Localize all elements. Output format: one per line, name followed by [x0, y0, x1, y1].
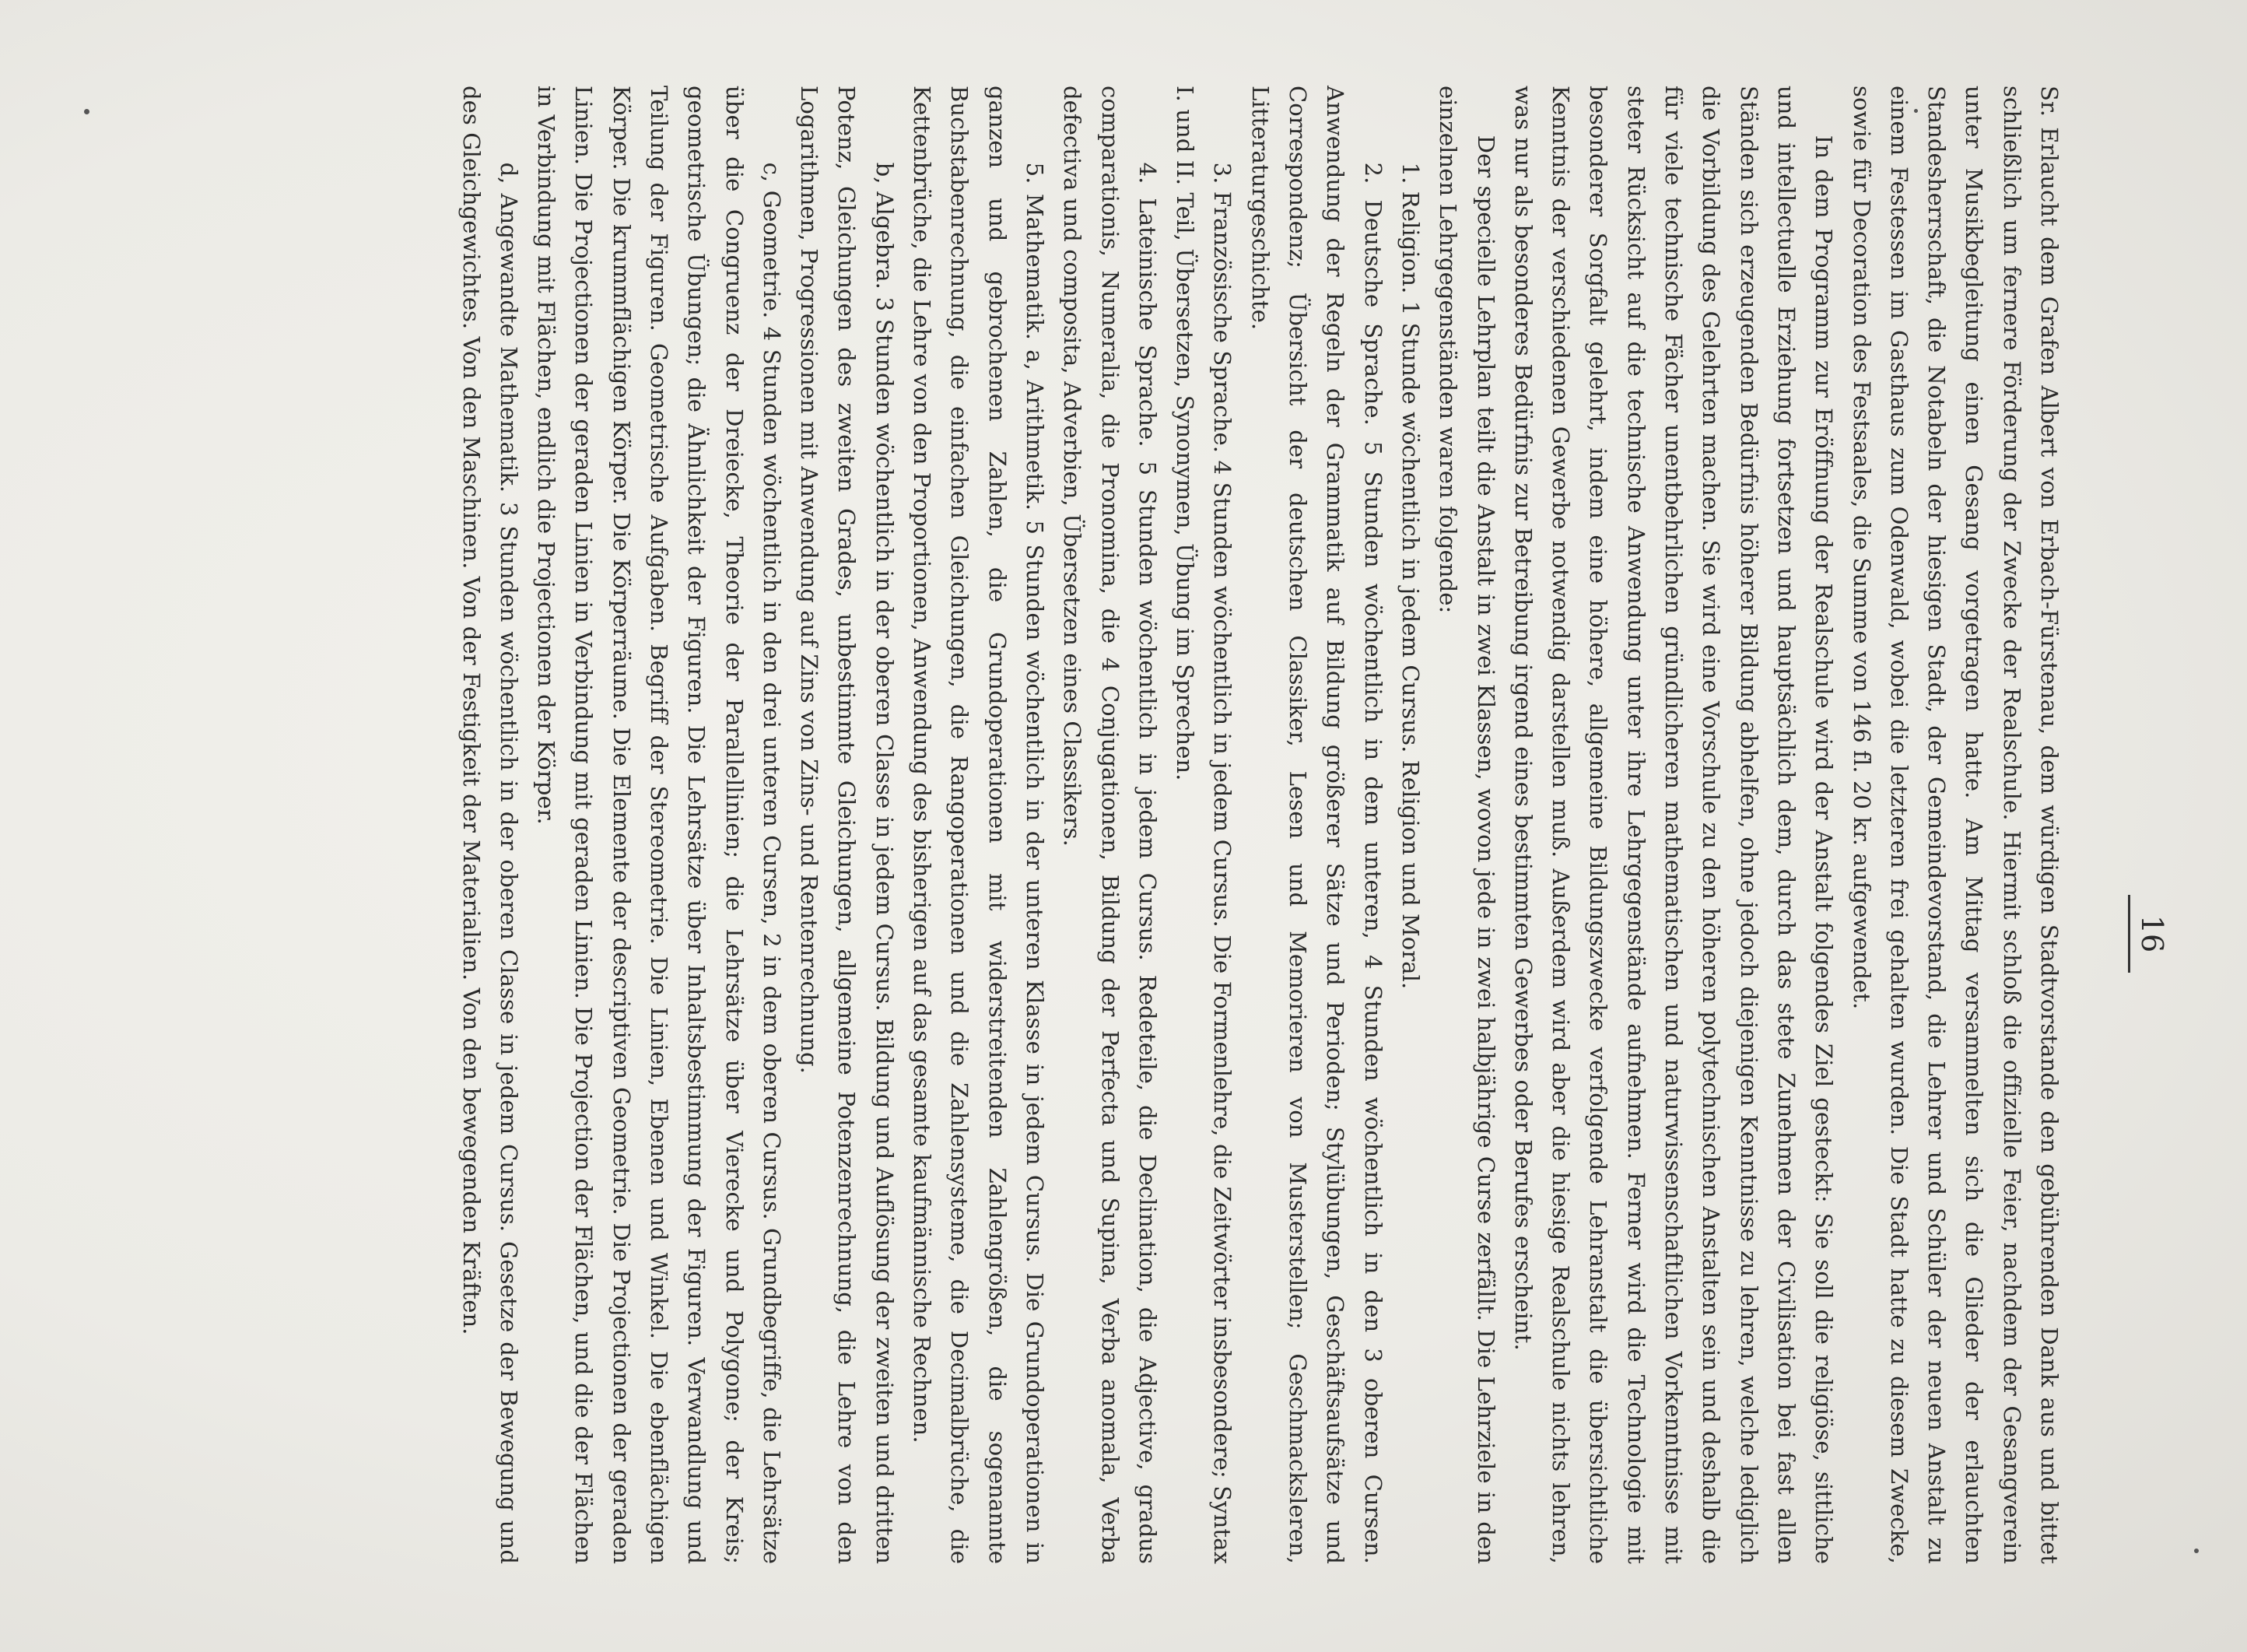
list-item: 3. Französische Sprache. 4 Stunden wöchentlich in jedem Cursus. Die Formenlehre, die Zeitwörter insbesondere; Syntax I. und II. Teil, Übersetzen, Synonymen, Übung im Sprechen. [1172, 86, 1236, 1564]
body-text [45, 86, 2068, 1564]
list-item: 2. Deutsche Sprache. 5 Stunden wöchentlich in dem unteren, 4 Stunden wöchentlich in den 3 oberen Cursen. Anwendung der Regeln der Grammatik auf Bildung größerer Sätze und Perioden; Stylübungen, Geschäftsaufsätze und Correspondenz; Übersicht der deutschen Classiker, Lesen und Memorieren von Musterstellen; Geschmacksleren, Litteraturgeschichte. [1246, 86, 1386, 1564]
paragraph: Der specielle Lehrplan teilt die Anstalt in zwei Klassen, wovon jede in zwei halbjährige Curse zerfällt. Die Lehrziele in den einzelnen Lehrgegenständen waren folgende: [1435, 86, 1499, 1564]
paragraph: Sr. Erlaucht dem Grafen Albert von Erbach-Fürstenau, dem würdigen Stadtvorstande den gebührenden Dank aus und bittet schließlich um fernere Förderung der Zwecke der Realschule. Hiermit schloß die offizielle Feier, nachdem der Gesangverein unter Musikbegleitung einen Gesang vorgetragen hatte. Am Mittag versammelten sich die Glieder der erlauchten Standesherrschaft, die Notabeln der hiesigen Stadt, der Gemeindevorstand, die Lehrer und Schüler der neuen Anstalt zu einem Festessen im Gasthaus zum Odenwald, wobei die letzteren frei gehalten wurden. Die Stadt hatte zu diesem Zwecke, sowie für Decoration des Festsaales, die Summe von 146 fl. 20 kr. aufgewendet. [1848, 86, 2063, 1564]
list-item: 1. Religion. 1 Stunde wöchentlich in jedem Cursus. Religion und Moral. [1397, 162, 1424, 990]
list-item: b, Algebra. 3 Stunden wöchentlich in der oberen Classe in jedem Cursus. Bildung und Auflösung der zweiten und dritten Potenz, Gleichungen des zweiten Grades, unbestimmte Gleichungen, allgemeine Potenzenrechnung, die Lehre von den Logarithmen, Progressionen mit Anwendung auf Zins von Zins- und Rentenrechnung. [796, 86, 898, 1564]
list-item: 4. Lateinische Sprache. 5 Stunden wöchentlich in jedem Cursus. Redeteile, die Declination, die Adjective, gradus comparationis, Numeralia, die Pronomina, die 4 Conjugationen, Bildung der Perfecta und Supina, Verba anomala, Verba defectiva und composita, Adverbien, Übersetzen eines Classikers. [1059, 86, 1161, 1564]
list-item: c, Geometrie. 4 Stunden wöchentlich in den drei unteren Cursen, 2 in dem oberen Cursus. Grundbegriffe, die Lehrsätze über die Congruenz der Dreiecke, Theorie der Parallellinien; die Lehrsätze über Vierecke und Polygone; der Kreis; geometrische Übungen; die Ähnlichkeit der Figuren. Die Lehrsätze über Inhaltsbestimmung der Figuren. Verwandlung und Teilung der Figuren. Geometrische Aufgaben. Begriff der Stereometrie. Die Linien, Ebenen und Winkel. Die ebenflächigen Körper. Die krummflächigen Körper. Die Körperräume. Die Elemente der descriptiven Geometrie. Die Projectionen der geraden Linien. Die Projectionen der geraden Linien in Verbindung mit geraden Linien. Die Projection der Flächen, und die der Flächen in Verbindung mit Flächen, endlich die Projectionen der Körper. [533, 86, 785, 1564]
page-number: 16 [2135, 914, 2169, 953]
list-item: 5. Mathematik. a, Arithmetik. 5 Stunden wöchentlich in der unteren Klasse in jedem Cursus. Die Grundoperationen in ganzen und gebrochenen Zahlen, die Grundoperationen mit widerstreitenden Zahlengrößen, die sogenannte Buchstabenrechnung, die einfachen Gleichungen, die Rangoperationen und die Zahlensysteme, die Decimalbrüche, die Kettenbrüche, die Lehre von den Proportionen, Anwendung des bisherigen auf das gesamte kaufmännische Rechnen. [909, 86, 1048, 1564]
paragraph: In dem Programm zur Eröffnung der Realschule wird der Anstalt folgendes Ziel gesteckt: Sie soll die religiöse, sittliche und intellectuelle Erziehung fortsetzen und hauptsächlich dem, durch das stete Zunehmen der Civilisation bei fast allen Ständen sich erzeugenden Bedürfnis höherer Bildung abhelfen, ohne jedoch diejenigen Kenntnisse zu lehren, welche lediglich die Vorbildung des Gelehrten machen. Sie wird eine Vorschule zu den höheren polytechnischen Anstalten sein und deshalb die für viele technische Fächer unentbehrlichen gründlicheren mathematischen und naturwissenschaftlichen Vorkenntnisse mit steter Rücksicht auf die technische Anwendung unter ihre Lehrgegenstände aufnehmen. Ferner wird die Technologie mit besonderer Sorgfalt gelehrt, indem eine höhere, allgemeine Bildungszwecke verfolgende Lehranstalt die übersichtliche Kenntnis der verschiedenen Gewerbe notwendig darstellen muß. Außerdem wird aber die hiesige Realschule nichts lehren, was nur als besonderes Bedürfnis zur Betreibung irgend eines bestimmten Gewerbes oder Berufes erscheint. [1509, 86, 1838, 1564]
page-number-rule [2128, 895, 2130, 973]
list-item: d, Angewandte Mathematik. 3 Stunden wöchentlich in der oberen Classe in jedem Cursus. Gesetze der Bewegung und des Gleichgewichtes. Von den Maschinen. Von der Festigkeit der Materialien. Von den bewegenden Kräften. [457, 86, 522, 1564]
